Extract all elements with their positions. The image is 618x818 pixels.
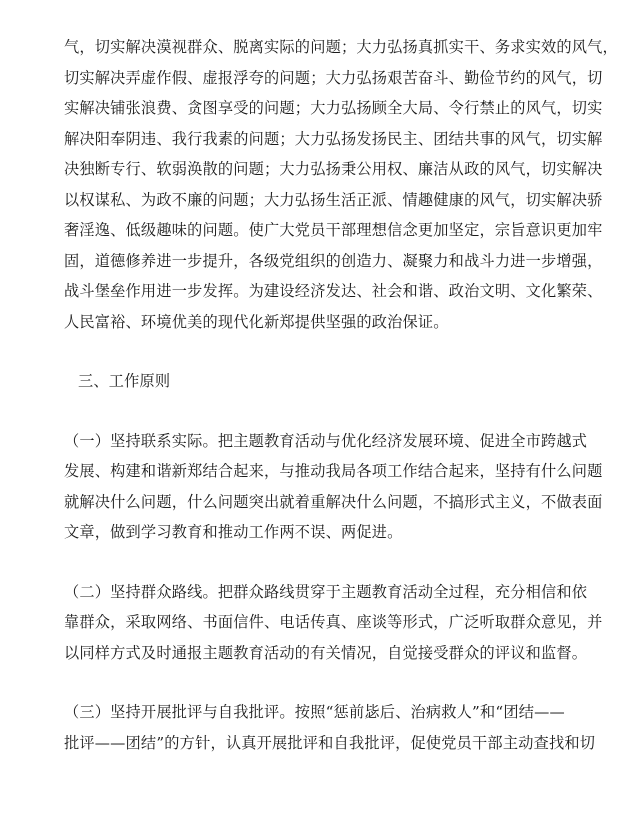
text-line: 靠群众，采取网络、书面信件、电话传真、座谈等形式，广泛听取群众意见，并 — [64, 613, 603, 631]
section-heading: 三、工作原则 — [78, 372, 171, 390]
text-line: 发展、构建和谐新郑结合起来，与推动我局各项工作结合起来，坚持有什么问题 — [64, 462, 603, 480]
text-line: （三）坚持开展批评与自我批评。按照“惩前毖后、治病救人”和“团结—— — [64, 703, 565, 721]
document-page — [64, 32, 618, 758]
paragraph-principle-3 — [64, 697, 596, 758]
text-line: 固，道德修养进一步提升，各级党组织的创造力、凝聚力和战斗力进一步增强， — [64, 251, 603, 270]
paragraph-gap — [64, 548, 516, 577]
text-line: 人民富裕、环境优美的现代化新郑提供坚强的政治保证。 — [64, 312, 449, 331]
text-line: 解决阳奉阴违、我行我素的问题；大力弘扬发扬民主、团结共事的风气，切实解 — [64, 129, 603, 148]
text-line: 批评——团结”的方针，认真开展批评和自我批评，促使党员干部主动查找和切 — [64, 733, 596, 752]
text-line: 战斗堡垒作用进一步发挥。为建设经济发达、社会和谐、政治文明、文化繁荣、 — [64, 282, 603, 300]
text-line: 就解决什么问题，什么问题突出就着重解决什么问题，不搞形式主义，不做表面 — [64, 492, 603, 511]
text-line: 实解决铺张浪费、贪图享受的问题；大力弘扬顾全大局、令行禁止的风气，切实 — [64, 99, 603, 117]
text-line: 气，切实解决漠视群众、脱离实际的问题；大力弘扬真抓实干、务求实效的风气， — [64, 38, 618, 56]
text-line: 以权谋私、为政不廉的问题；大力弘扬生活正派、情趣健康的风气，切实解决骄 — [64, 190, 603, 209]
paragraph-principle-2 — [64, 577, 603, 669]
text-line: （一）坚持联系实际。把主题教育活动与优化经济发展环境、促进全市跨越式 — [64, 431, 588, 450]
paragraph-principle-1 — [64, 426, 603, 548]
text-line: 文章，做到学习教育和推动工作两不误、两促进。 — [64, 523, 403, 541]
paragraph-gap — [64, 397, 516, 426]
text-line: 以同样方式及时通报主题教育活动的有关情况，自觉接受群众的评议和监督。 — [64, 643, 588, 662]
paragraph-gap — [64, 337, 516, 366]
text-line: 决独断专行、软弱涣散的问题；大力弘扬秉公用权、廉洁从政的风气，切实解决 — [64, 160, 603, 178]
text-line: 奢淫逸、低级趣味的问题。使广大党员干部理想信念更加坚定，宗旨意识更加牢 — [64, 221, 603, 239]
text-line: 切实解决弄虚作假、虚报浮夸的问题；大力弘扬艰苦奋斗、勤俭节约的风气，切 — [64, 68, 603, 87]
paragraph-intro — [64, 32, 618, 337]
paragraph-gap — [64, 668, 516, 697]
text-line: （二）坚持群众路线。把群众路线贯穿于主题教育活动全过程，充分相信和依 — [64, 582, 588, 601]
